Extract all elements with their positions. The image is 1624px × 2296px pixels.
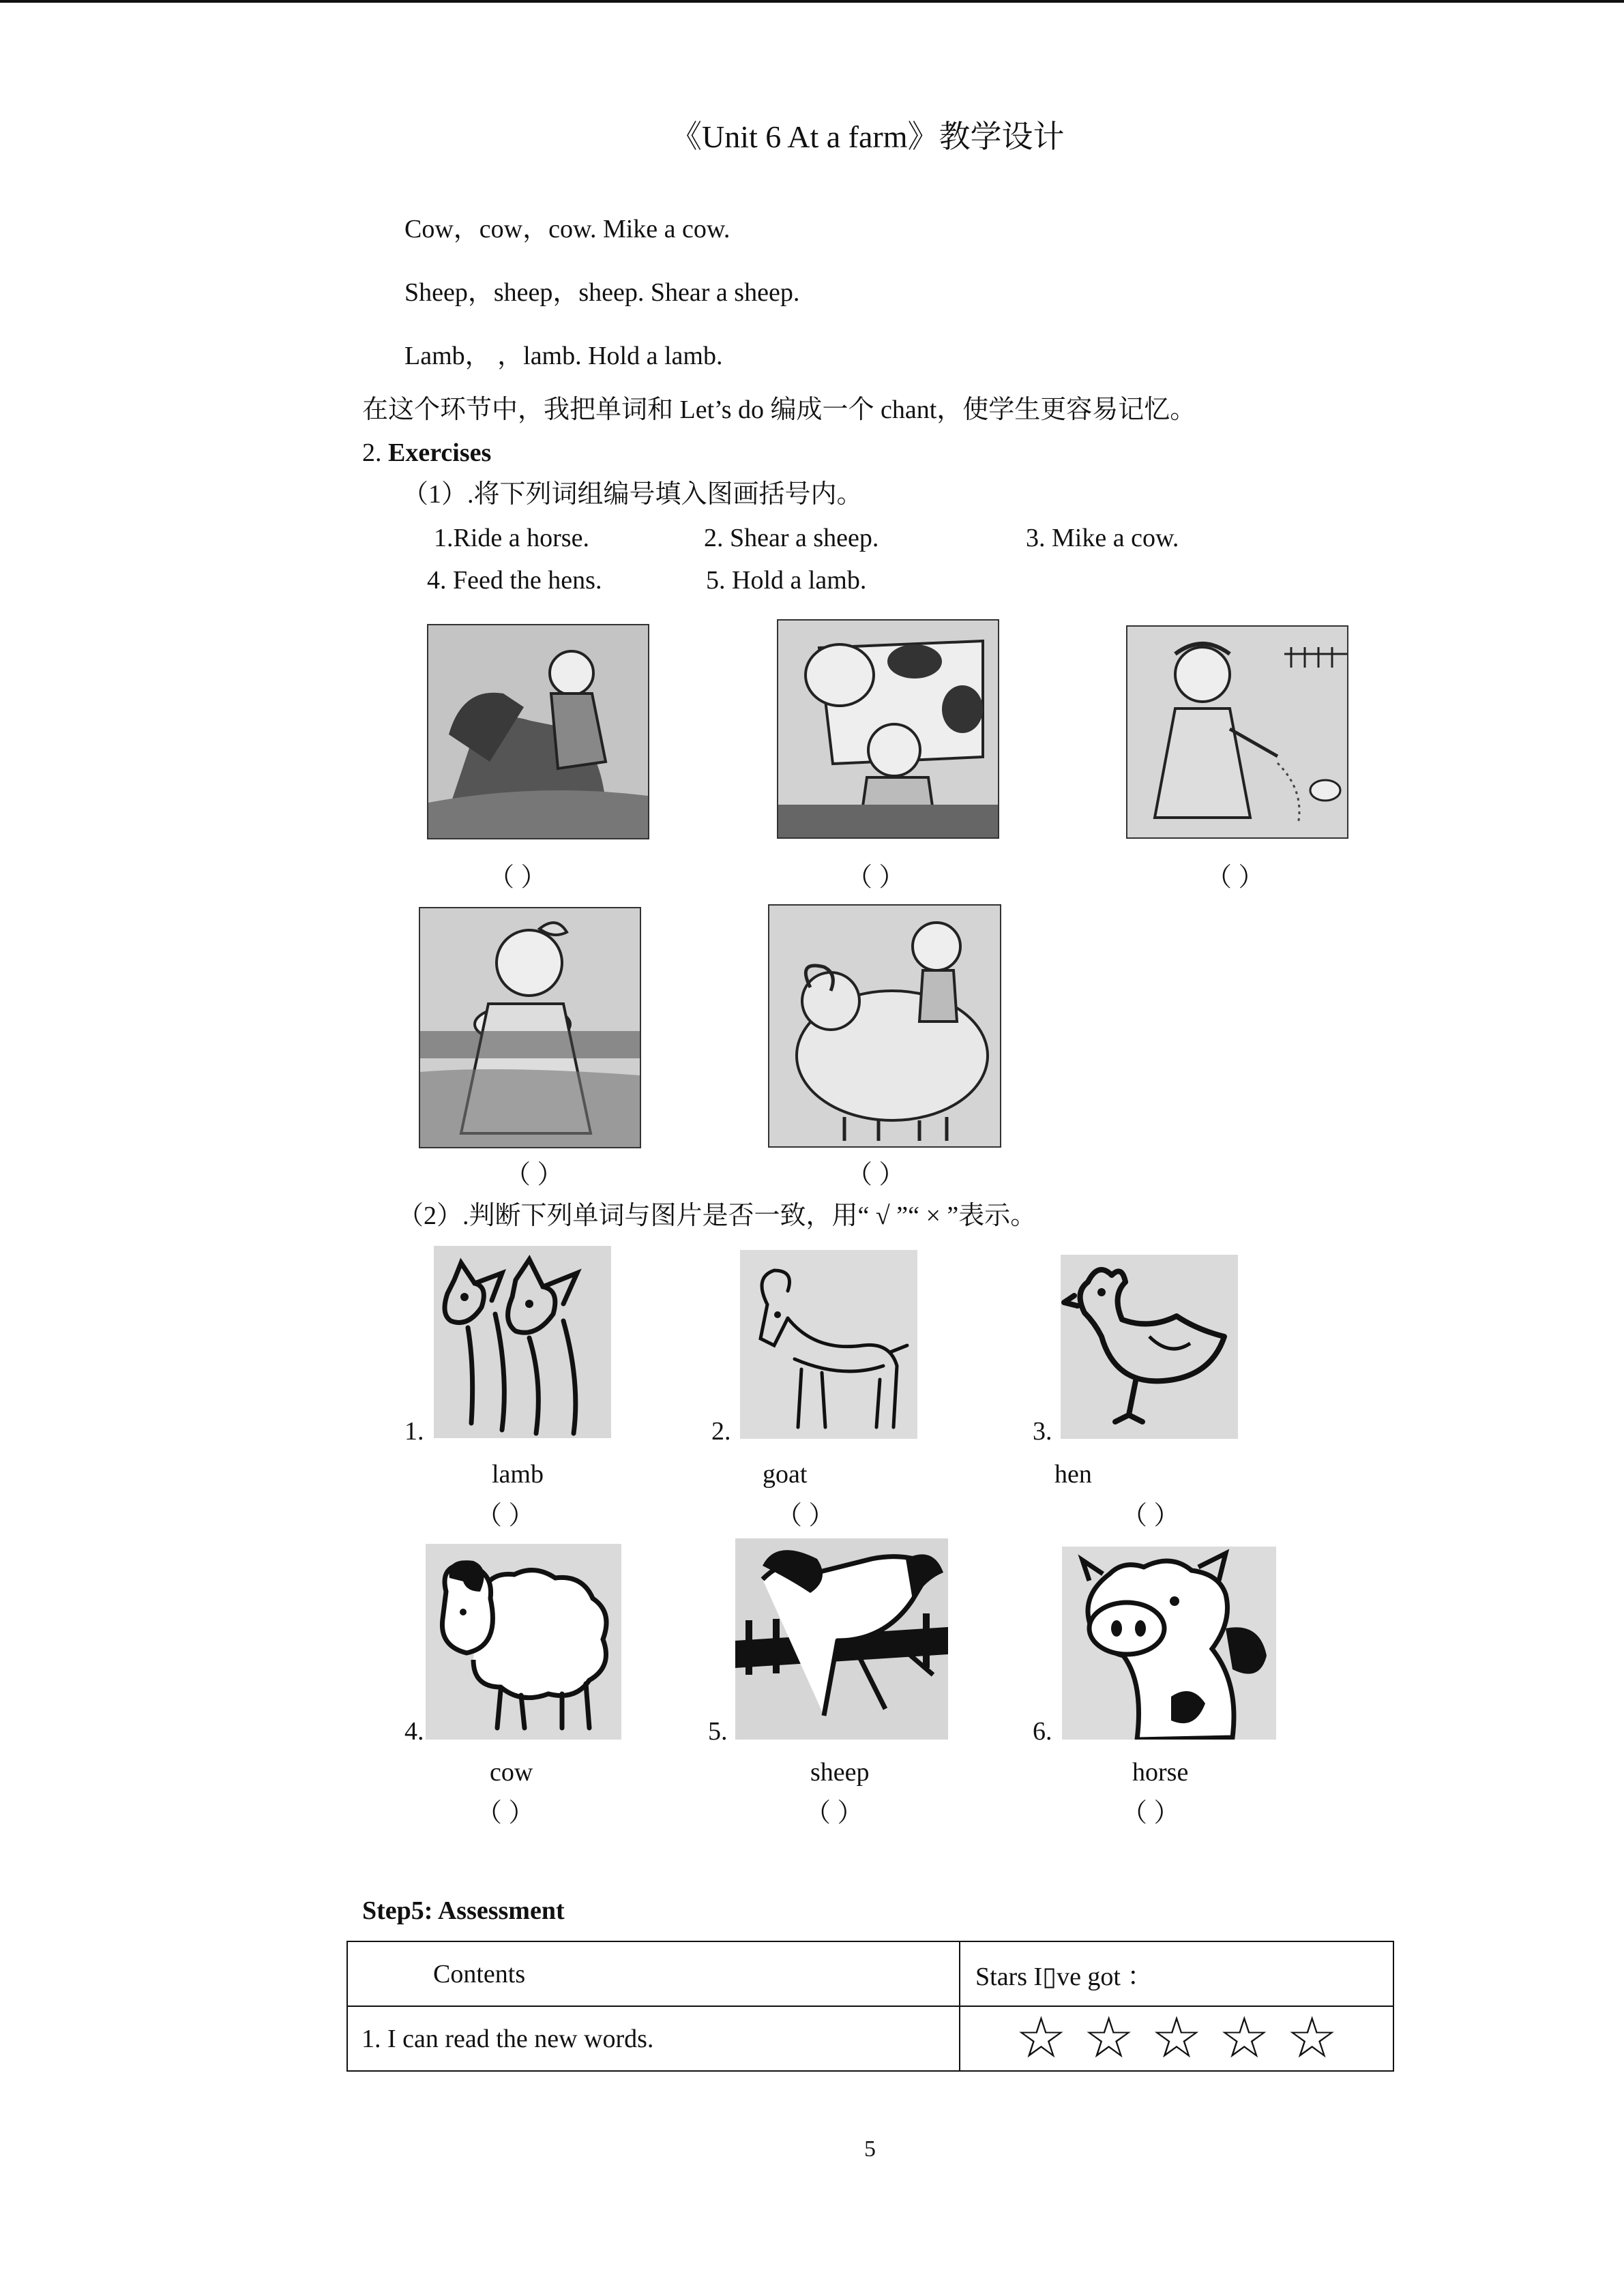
feed-hens-picture — [1126, 625, 1348, 839]
hold-lamb-picture — [419, 907, 641, 1148]
item-number-1: 1. — [404, 1417, 424, 1446]
page-top-border — [0, 0, 1624, 3]
table-row — [347, 2006, 1393, 2071]
bracket-picture-3: （ ） — [1206, 863, 1265, 892]
phrase-3: 3. Mike a cow. — [1026, 524, 1179, 552]
item-bracket-3: （ ） — [1121, 1502, 1180, 1530]
bracket-picture-5: （ ） — [846, 1161, 905, 1189]
item-number-3: 3. — [1033, 1417, 1052, 1446]
bracket-picture-2: （ ） — [846, 863, 905, 892]
milk-cow-picture — [777, 619, 999, 839]
item-bracket-4: （ ） — [476, 1799, 535, 1828]
part2-instruction: （2）.判断下列单词与图片是否一致，用“ √ ”“ × ”表示。 — [398, 1202, 1037, 1230]
item-bracket-1: （ ） — [476, 1502, 535, 1530]
star-icon[interactable]: ☆ — [1151, 2006, 1202, 2070]
item-word-1: lamb — [492, 1460, 544, 1489]
star-icon[interactable]: ☆ — [1083, 2006, 1135, 2070]
page-title: 《Unit 6 At a farm》教学设计 — [670, 119, 1065, 154]
bracket-picture-1: （ ） — [488, 863, 547, 892]
item-word-3: hen — [1054, 1460, 1092, 1489]
shear-sheep-picture — [768, 904, 1001, 1148]
star-icon[interactable]: ☆ — [1218, 2006, 1270, 2070]
star-icon[interactable]: ☆ — [1015, 2006, 1067, 2070]
item-word-6: horse — [1132, 1758, 1189, 1787]
assessment-heading: Step5: Assessment — [362, 1896, 565, 1925]
contents-header: Contents — [347, 1941, 960, 2006]
sheep-picture — [426, 1544, 621, 1740]
star-rating — [960, 2006, 1393, 2071]
horse-picture — [735, 1538, 948, 1740]
star-icon[interactable]: ☆ — [1286, 2006, 1338, 2070]
table-row — [347, 1941, 1393, 2006]
part1-instruction: （1）.将下列词组编号填入图画括号内。 — [402, 480, 863, 509]
item-bracket-5: （ ） — [805, 1799, 863, 1828]
item-word-2: goat — [763, 1460, 808, 1489]
cow-picture — [1062, 1547, 1276, 1740]
goat-picture — [740, 1250, 917, 1439]
exercises-heading — [362, 440, 491, 466]
ride-horse-picture — [427, 624, 649, 839]
stars-header: Stars I▯ve got ： — [960, 1941, 1393, 2006]
item-number-2: 2. — [711, 1417, 731, 1446]
teaching-note: 在这个环节中，我把单词和 Let’s do 编成一个 chant，使学生更容易记忆。 — [362, 396, 1196, 424]
item-bracket-6: （ ） — [1121, 1799, 1180, 1828]
exercises-title: Exercises — [388, 438, 492, 467]
chant-line-3: Lamb， ，lamb. Hold a lamb. — [404, 342, 723, 370]
hen-picture — [1061, 1255, 1238, 1439]
phrase-1: 1.Ride a horse. — [434, 524, 589, 552]
content-item-1: 1. I can read the new words. — [347, 2006, 960, 2071]
item-number-6: 6. — [1033, 1717, 1052, 1746]
phrase-4: 4. Feed the hens. — [427, 566, 602, 595]
exercises-number: 2. — [362, 438, 382, 467]
chant-line-2: Sheep，sheep，sheep. Shear a sheep. — [404, 278, 800, 307]
item-number-5: 5. — [708, 1717, 728, 1746]
item-number-4: 4. — [404, 1717, 424, 1746]
item-word-4: cow — [490, 1758, 533, 1787]
two-lambs-picture — [434, 1246, 611, 1438]
item-word-5: sheep — [810, 1758, 870, 1787]
phrase-2: 2. Shear a sheep. — [704, 524, 879, 552]
chant-line-1: Cow，cow，cow. Mike a cow. — [404, 215, 730, 243]
bracket-picture-4: （ ） — [505, 1161, 563, 1189]
item-bracket-2: （ ） — [776, 1502, 835, 1530]
phrase-5: 5. Hold a lamb. — [706, 566, 867, 595]
page-number: 5 — [864, 2136, 876, 2162]
assessment-table — [346, 1941, 1394, 2072]
